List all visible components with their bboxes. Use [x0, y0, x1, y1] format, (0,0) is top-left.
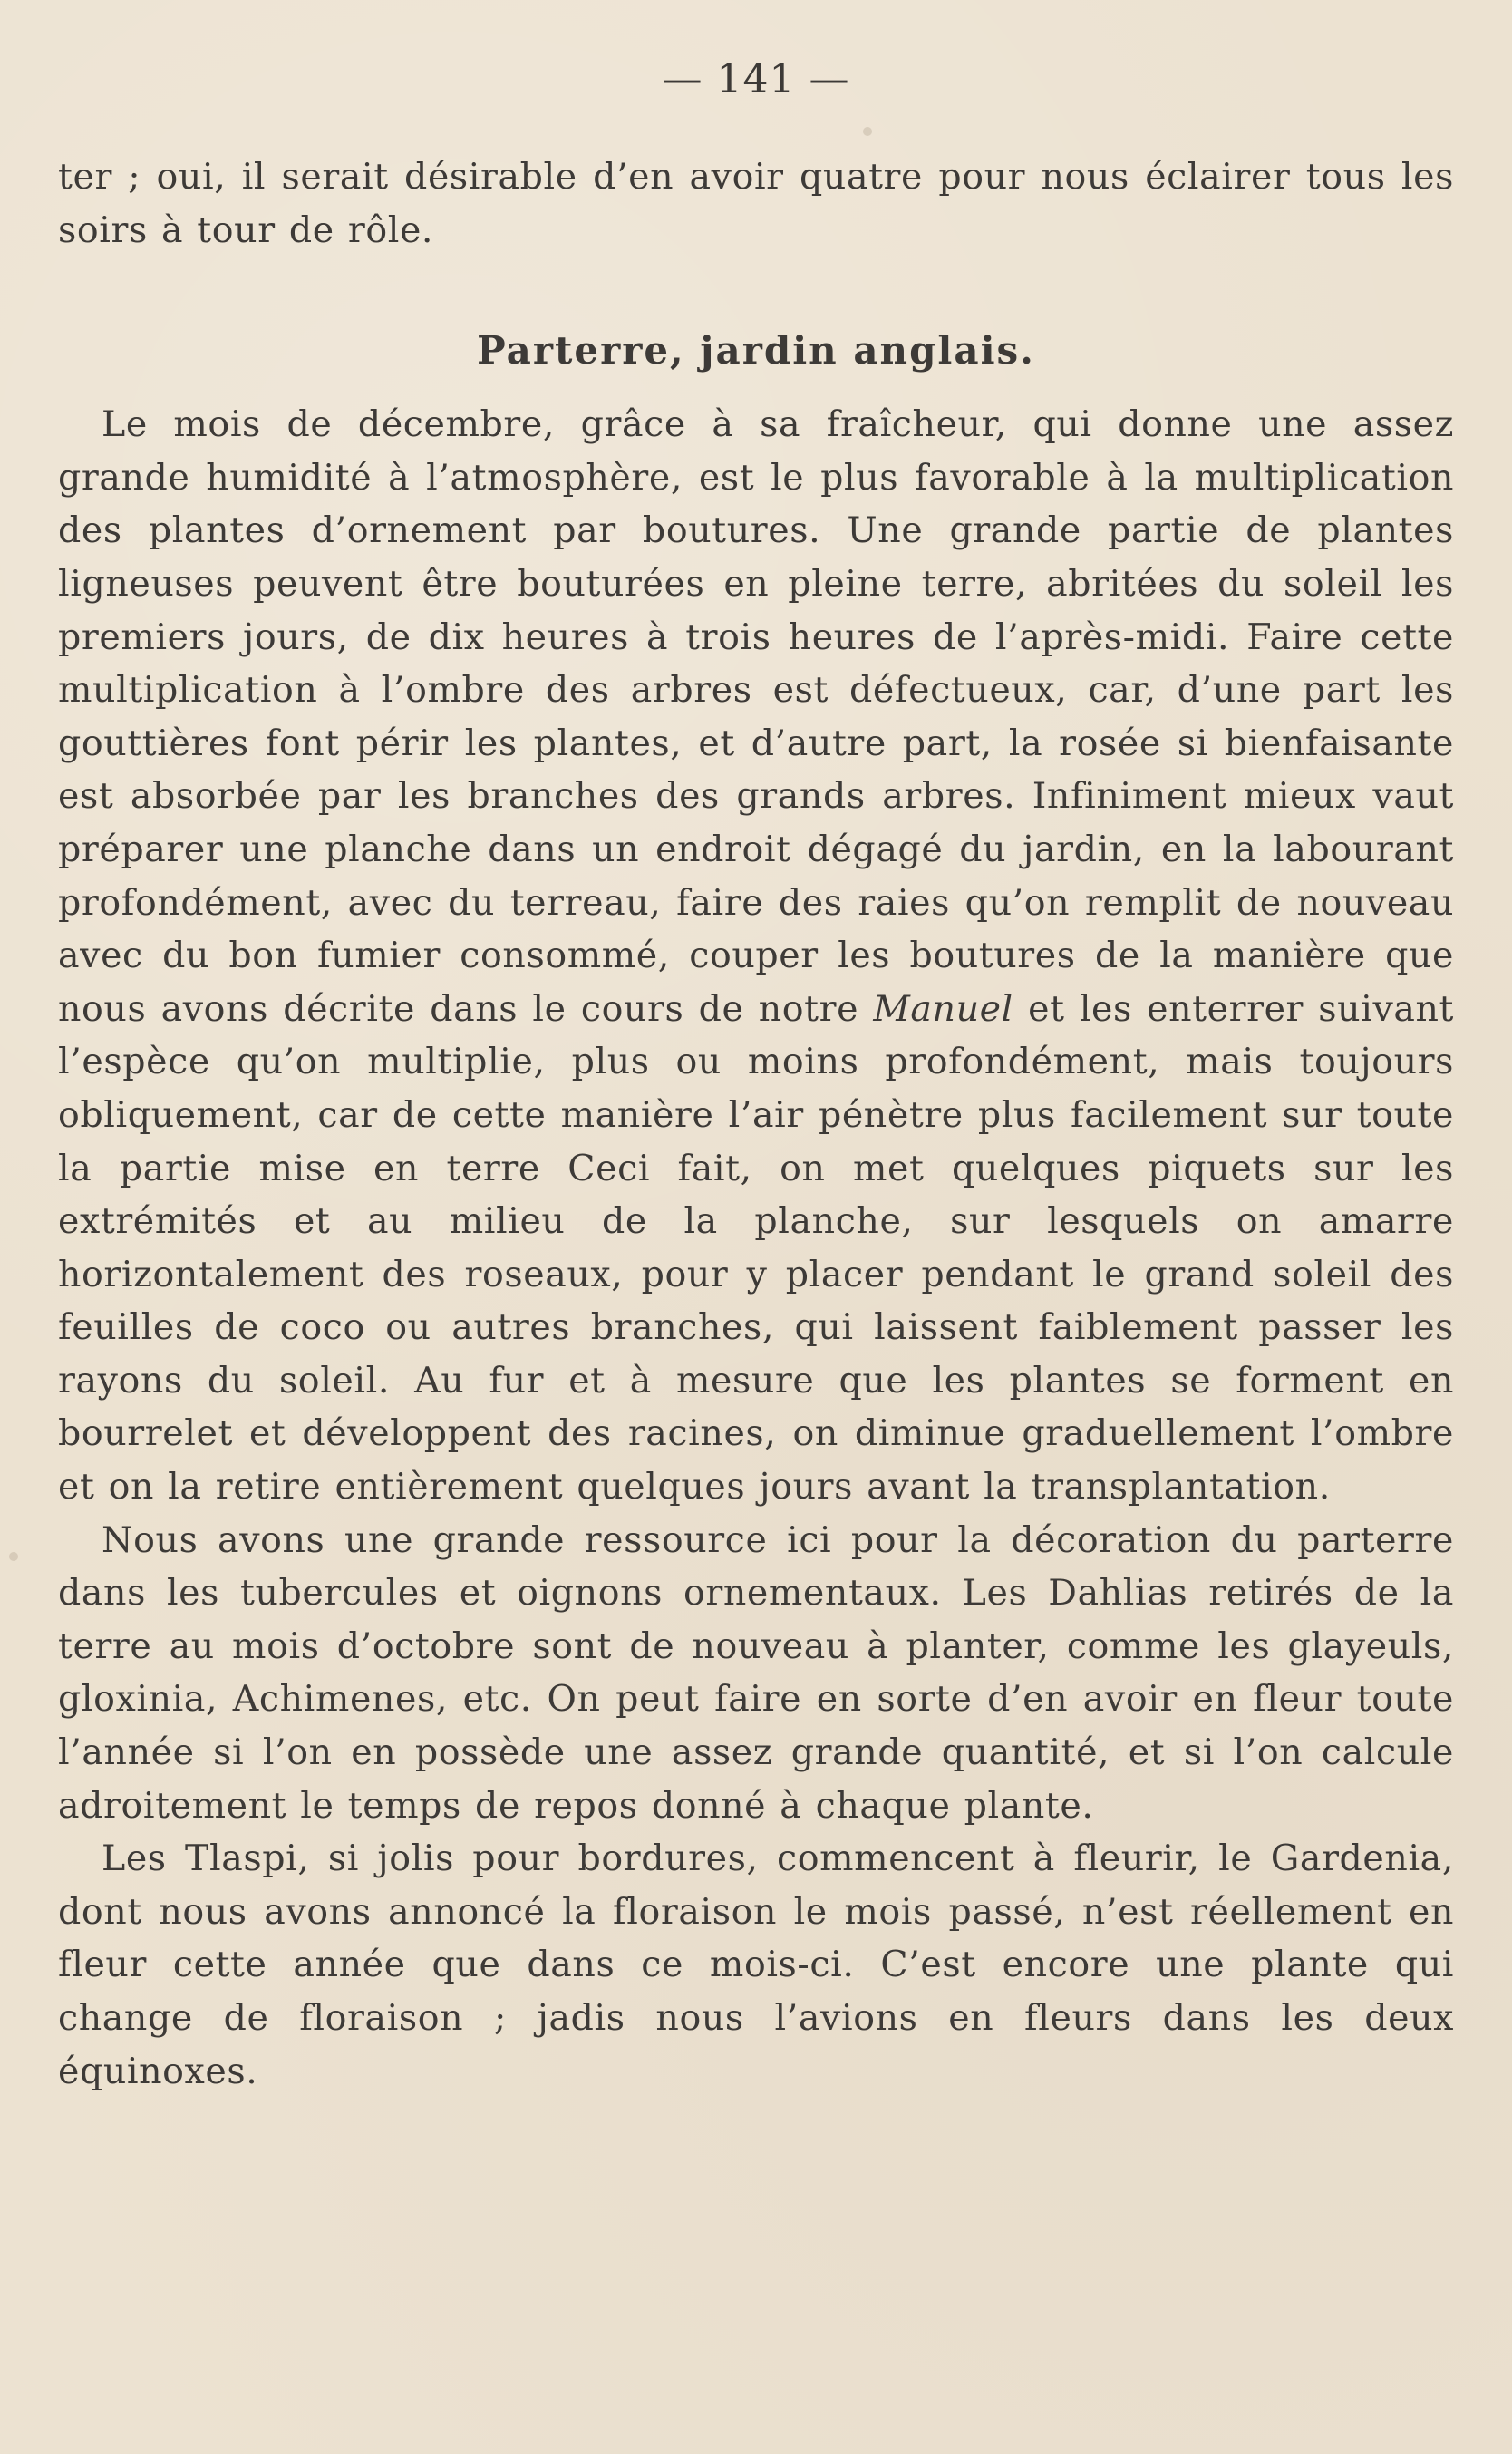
paragraph-1-text-after: et les enterrer suivant l’espèce qu’on multiplie, plus ou moins profondément, mais toujours obliquement, car de cette manière l’air pénètre plus facilement sur toute la partie mise en terre Ceci fait, on met quelques piquets sur les extrémités et au milieu de la planche, sur lesquels on amarre horizontalement des roseaux, pour y placer pendant le grand soleil des feuilles de coco ou autres branches, qui laissent faiblement passer les rayons du soleil. Au fur et à mesure que les plantes se forment en bourrelet et développent des racines, on diminue graduellement l’ombre et on la retire entièrement quelques jours avant la transplantation. — [58, 987, 1455, 1508]
paragraph-3: Les Tlaspi, si jolis pour bordures, commencent à fleurir, le Gardenia, dont nous avons annoncé la floraison le mois passé, n’est réellement en fleur cette année que dans ce mois-ci. C’est encore une plante qui change de floraison ; jadis nous l’avions en fleurs dans les deux équinoxes. — [58, 1838, 1454, 2092]
paragraph-2: Nous avons une grande ressource ici pour la décoration du parterre dans les tubercules et oignons ornementaux. Les Dahlias retirés de la terre au mois d’octobre sont de nouveau à planter, comme les glayeuls, gloxinia, Achimenes, etc. On peut faire en sorte d’en avoir en fleur toute l’année si l’on en possède une assez grande quantité, et si l’on calcule adroitement le temps de repos donné à chaque plante. — [58, 1518, 1454, 1827]
paragraph-1-italic-manuel: Manuel — [873, 987, 1013, 1030]
section-title: Parterre, jardin anglais. — [477, 328, 1035, 373]
opening-paragraph: ter ; oui, il serait désirable d’en avoir quatre pour nous éclairer tous les soirs à tour de rôle. — [58, 156, 1454, 251]
paper-spot-top — [863, 127, 872, 136]
page-number: — 141 — — [662, 56, 850, 102]
paragraph-1-text-before: Le mois de décembre, grâce à sa fraîcheur, qui donne une assez grande humidité à l’atmosphère, est le plus favorable à la multiplication des plantes d’ornement par boutures. Une grande partie de plantes ligneuses peuvent être bouturées en pleine terre, abritées du soleil les premiers jours, de dix heures à trois heures de l’après-midi. Faire cette multiplication à l’ombre des arbres est défectueux, car, d’une part les gouttières font périr les plantes, et d’autre part, la rosée si bienfaisante est absorbée par les branches des grands arbres. Infiniment mieux vaut préparer une planche dans un endroit dégagé du jardin, en la labourant profondément, avec du terreau, faire des raies qu’on remplit de nouveau avec du bon fumier consommé, couper les boutures de la manière que nous avons décrite dans le cours de notre — [58, 403, 1454, 1030]
paragraph-1 — [58, 398, 1454, 1513]
paper-spot-left — [9, 1552, 18, 1561]
